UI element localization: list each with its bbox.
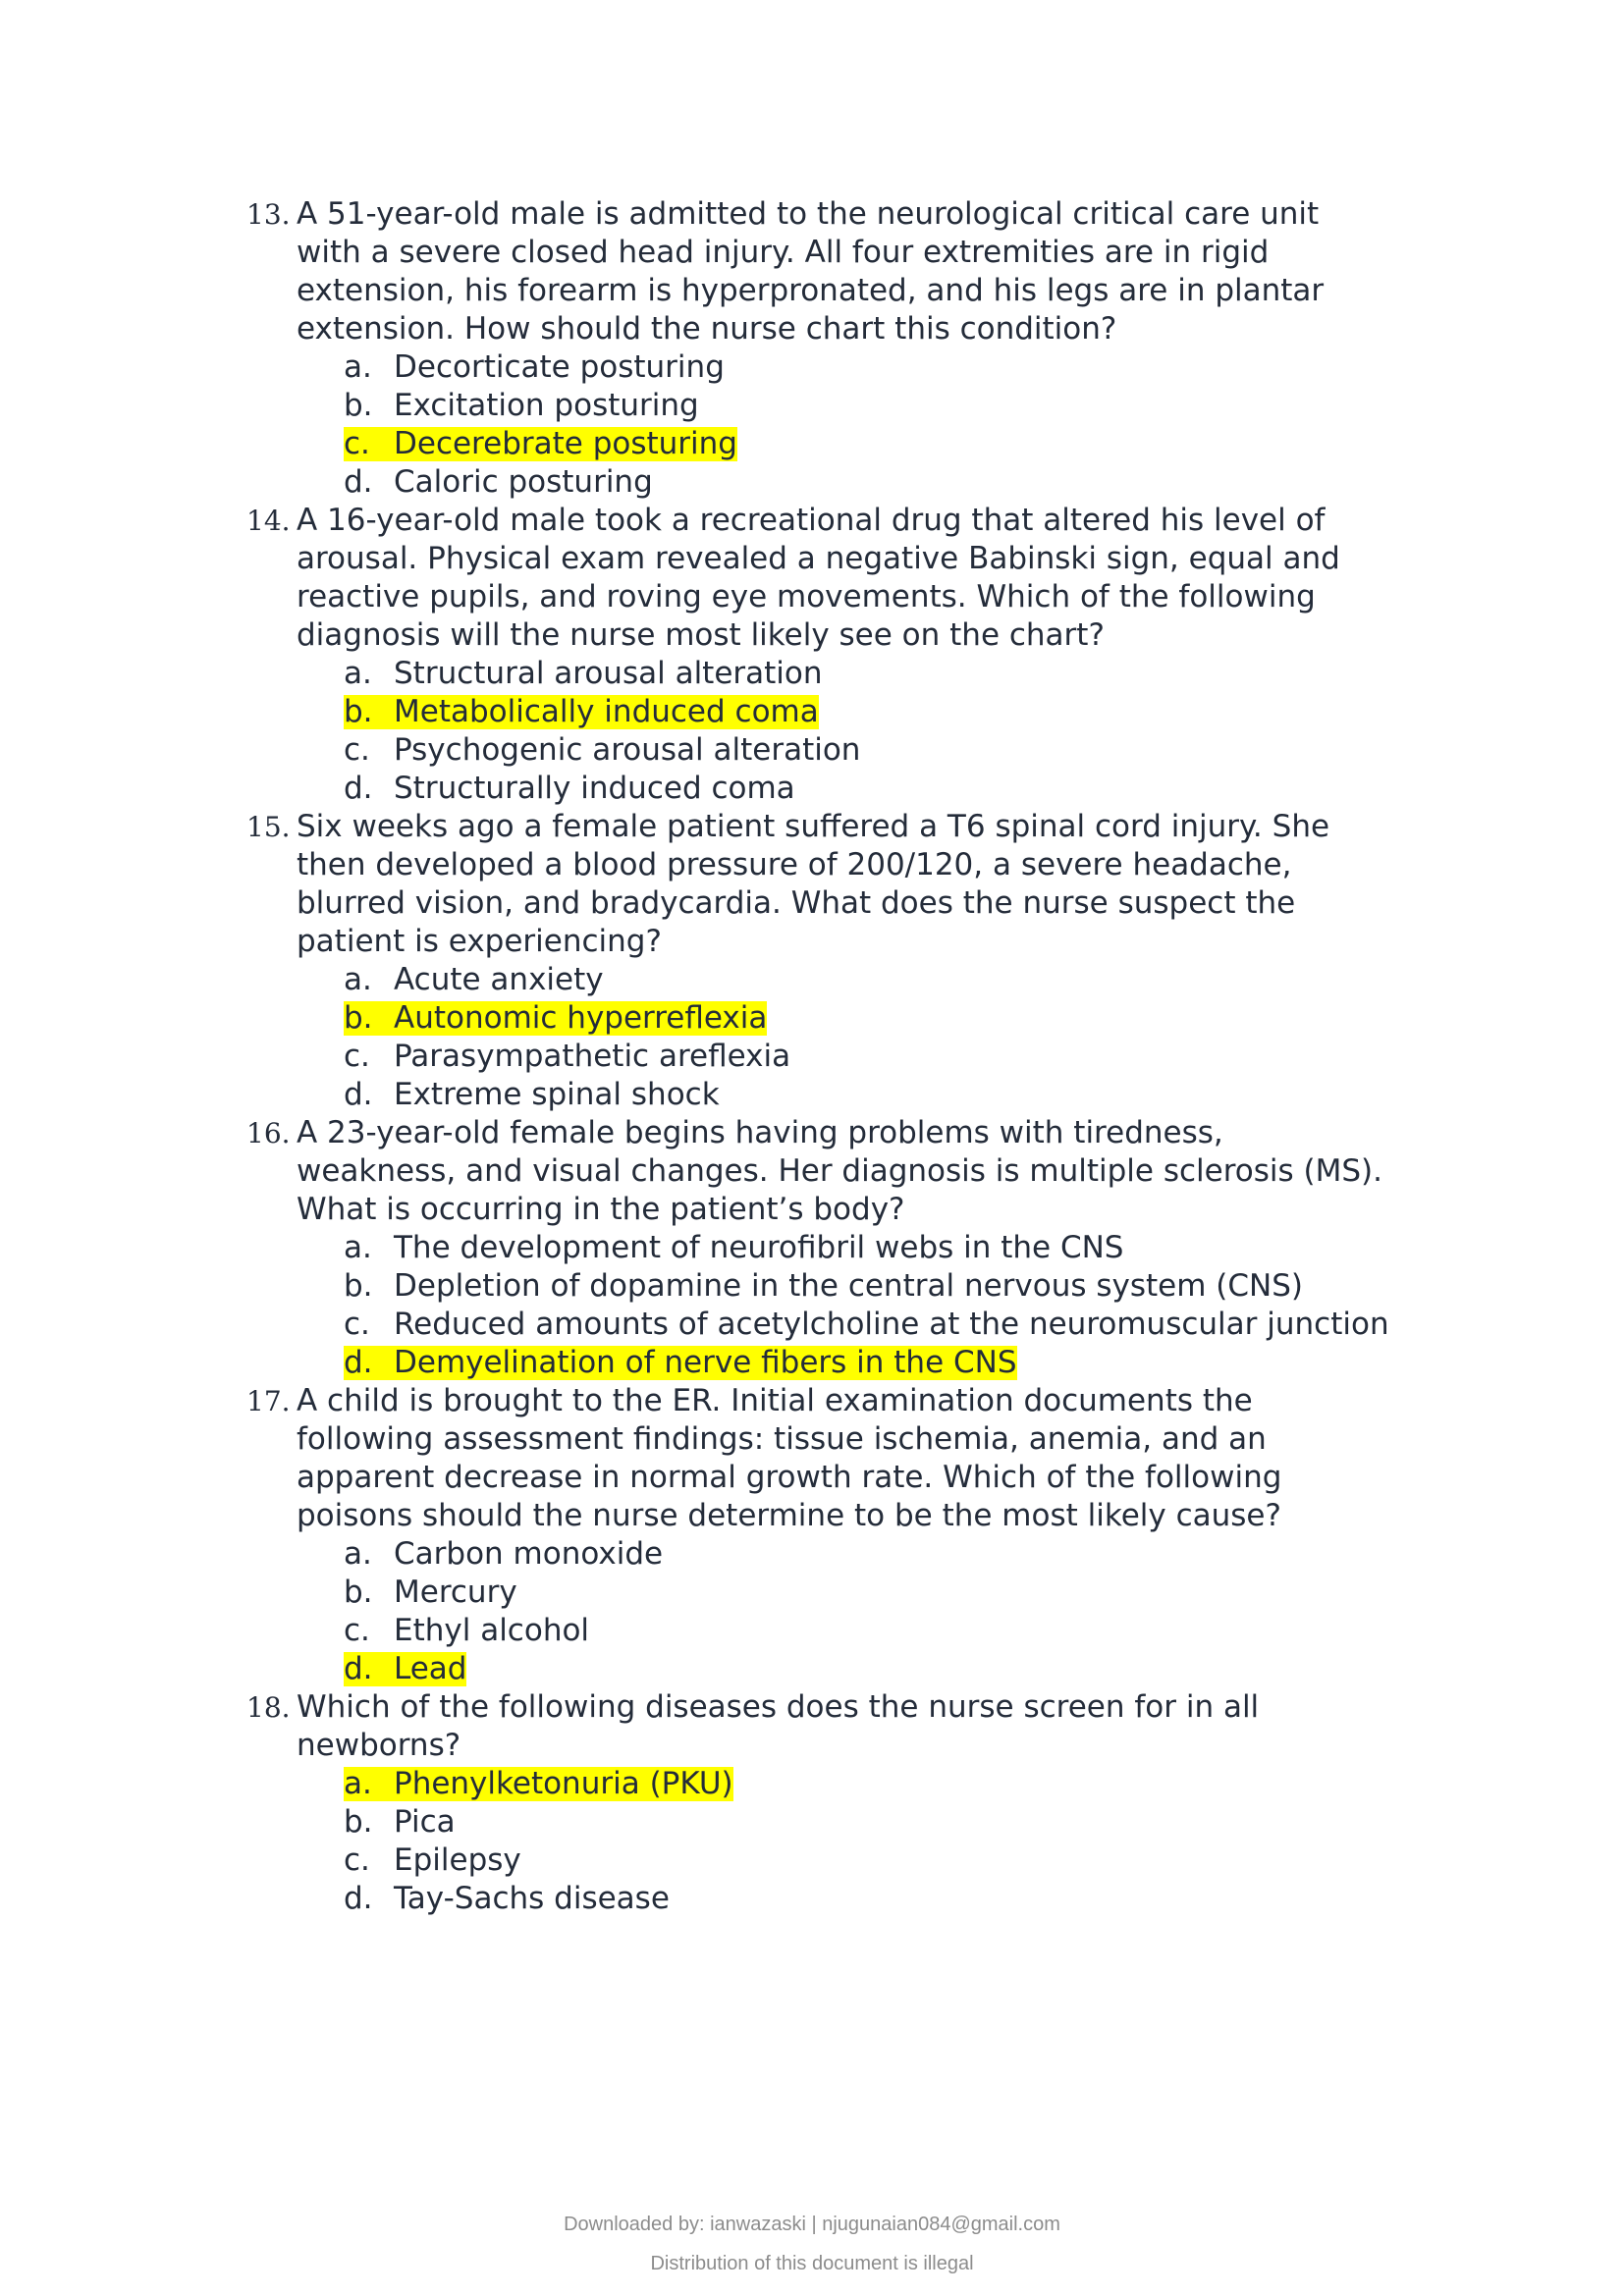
- answer-option: [344, 1306, 1523, 1344]
- answer-options: [297, 1229, 1523, 1382]
- option-letter: b.: [344, 1000, 373, 1036]
- option-letter: b.: [344, 1575, 373, 1610]
- answer-label: [344, 1078, 720, 1112]
- answer-label: [344, 1614, 589, 1648]
- option-letter: a.: [344, 1766, 372, 1801]
- option-text: Demyelination of nerve fibers in the CNS: [394, 1345, 1017, 1380]
- answer-option: [344, 348, 1523, 387]
- question-item: [246, 1382, 1523, 1688]
- answer-option: [344, 961, 1523, 999]
- answer-label: [344, 389, 699, 423]
- answer-option-correct: [344, 1344, 1523, 1382]
- option-text: Caloric posturing: [394, 464, 653, 500]
- answer-option: [344, 1535, 1523, 1574]
- option-text: Reduced amounts of acetylcholine at the neuromuscular junction: [394, 1307, 1389, 1342]
- option-text: Mercury: [394, 1575, 517, 1610]
- option-letter: b.: [344, 1268, 373, 1304]
- option-letter: d.: [344, 771, 373, 806]
- option-text: Structurally induced coma: [394, 771, 795, 806]
- option-letter: c.: [344, 1307, 370, 1342]
- question-item: [246, 1688, 1523, 1918]
- option-letter: d.: [344, 1077, 373, 1112]
- answer-label: [344, 733, 860, 768]
- option-text: Epilepsy: [394, 1842, 521, 1878]
- answer-label: [344, 1269, 1303, 1304]
- answer-option: [344, 770, 1523, 808]
- option-letter: a.: [344, 1230, 372, 1265]
- option-text: Phenylketonuria (PKU): [394, 1766, 733, 1801]
- question-text: Which of the following diseases does the nurse screen for in all newborns?: [297, 1689, 1260, 1763]
- option-text: Metabolically induced coma: [394, 694, 819, 729]
- option-text: Pica: [394, 1804, 456, 1840]
- answer-option: [344, 463, 1523, 502]
- option-text: Excitation posturing: [394, 388, 699, 423]
- option-text: Depletion of dopamine in the central nervous system (CNS): [394, 1268, 1304, 1304]
- option-text: The development of neurofibril webs in the CNS: [394, 1230, 1124, 1265]
- question-text: A 23-year-old female begins having problems with tiredness, weakness, and visual changes. Her diagnosis is multiple sclerosis (MS). What is occurring in the patient’s body?: [297, 1115, 1382, 1227]
- answer-label: [344, 465, 653, 500]
- option-text: Acute anxiety: [394, 962, 604, 997]
- option-letter: d.: [344, 1345, 373, 1380]
- answer-highlight: [344, 427, 737, 461]
- answer-label: [344, 772, 795, 806]
- answer-label: [344, 1231, 1124, 1265]
- distribution-notice: Distribution of this document is illegal: [650, 2253, 974, 2274]
- option-letter: b.: [344, 694, 373, 729]
- question-number: 17.: [246, 1385, 291, 1417]
- answer-option: [344, 1267, 1523, 1306]
- option-text: Psychogenic arousal alteration: [394, 732, 861, 768]
- option-letter: a.: [344, 962, 372, 997]
- option-text: Carbon monoxide: [394, 1536, 664, 1572]
- option-letter: d.: [344, 464, 373, 500]
- option-text: Decerebrate posturing: [394, 426, 737, 461]
- answer-option: [344, 1842, 1523, 1880]
- answer-option: [344, 1229, 1523, 1267]
- answer-options: [297, 1535, 1523, 1688]
- option-text: Lead: [394, 1651, 467, 1686]
- answer-option-correct: [344, 693, 1523, 731]
- option-letter: a.: [344, 656, 372, 691]
- option-letter: a.: [344, 349, 372, 385]
- answer-option: [344, 731, 1523, 770]
- question-number: 14.: [246, 505, 291, 537]
- option-letter: c.: [344, 1039, 370, 1074]
- option-letter: b.: [344, 1804, 373, 1840]
- answer-highlight: [344, 1767, 733, 1801]
- option-letter: d.: [344, 1651, 373, 1686]
- option-letter: d.: [344, 1881, 373, 1916]
- question-list: [246, 195, 1523, 1918]
- answer-label: [344, 1575, 517, 1610]
- option-text: Autonomic hyperreflexia: [394, 1000, 768, 1036]
- answer-option: [344, 1612, 1523, 1650]
- answer-option: [344, 1574, 1523, 1612]
- option-text: Tay-Sachs disease: [394, 1881, 670, 1916]
- answer-option: [344, 655, 1523, 693]
- answer-label: [344, 963, 604, 997]
- question-number: 16.: [246, 1117, 291, 1149]
- answer-label: [344, 1040, 790, 1074]
- option-letter: a.: [344, 1536, 372, 1572]
- answer-highlight: [344, 1001, 767, 1036]
- option-letter: c.: [344, 1842, 370, 1878]
- answer-option-correct: [344, 1650, 1523, 1688]
- answer-label: [344, 1805, 456, 1840]
- answer-highlight: [344, 695, 819, 729]
- answer-options: [297, 655, 1523, 808]
- answer-option-correct: [344, 999, 1523, 1038]
- answer-label: [344, 350, 725, 385]
- answer-label: [344, 1843, 521, 1878]
- answer-label: [344, 1308, 1389, 1342]
- option-letter: c.: [344, 732, 370, 768]
- question-text: Six weeks ago a female patient suffered a T6 spinal cord injury. She then developed a blood pressure of 200/120, a severe headache, blurred vision, and bradycardia. What does the nurse suspect the patient is experiencing?: [297, 809, 1330, 959]
- option-letter: b.: [344, 388, 373, 423]
- option-letter: c.: [344, 1613, 370, 1648]
- answer-options: [297, 348, 1523, 502]
- question-item: [246, 1114, 1523, 1382]
- option-text: Structural arousal alteration: [394, 656, 823, 691]
- answer-option: [344, 387, 1523, 425]
- answer-options: [297, 961, 1523, 1114]
- answer-option: [344, 1038, 1523, 1076]
- answer-label: [344, 657, 823, 691]
- question-item: [246, 195, 1523, 502]
- answer-option: [344, 1803, 1523, 1842]
- question-number: 18.: [246, 1691, 291, 1724]
- answer-options: [297, 1765, 1523, 1918]
- option-text: Extreme spinal shock: [394, 1077, 720, 1112]
- answer-option: [344, 1880, 1523, 1918]
- question-number: 15.: [246, 811, 291, 843]
- option-text: Parasympathetic areflexia: [394, 1039, 791, 1074]
- answer-label: [344, 1537, 663, 1572]
- question-text: A 16-year-old male took a recreational drug that altered his level of arousal. Physical exam revealed a negative Babinski sign, equal and reactive pupils, and roving eye movements. Which of the following diagnosis will the nurse most likely see on the chart?: [297, 503, 1340, 653]
- question-text: A child is brought to the ER. Initial examination documents the following assessment findings: tissue ischemia, anemia, and an apparent decrease in normal growth rate. Which of the following poisons should the nurse determine to be the most likely cause?: [297, 1383, 1282, 1533]
- question-item: [246, 502, 1523, 808]
- option-letter: c.: [344, 426, 370, 461]
- answer-option-correct: [344, 425, 1523, 463]
- question-number: 13.: [246, 198, 291, 231]
- answer-label: [344, 1882, 670, 1916]
- answer-option: [344, 1076, 1523, 1114]
- answer-option-correct: [344, 1765, 1523, 1803]
- answer-highlight: [344, 1346, 1017, 1380]
- option-text: Decorticate posturing: [394, 349, 725, 385]
- answer-highlight: [344, 1652, 466, 1686]
- question-item: [246, 808, 1523, 1114]
- question-text: A 51-year-old male is admitted to the neurological critical care unit with a severe closed head injury. All four extremities are in rigid extension, his forearm is hyperpronated, and his legs are in plantar extension. How should the nurse chart this condition?: [297, 196, 1325, 347]
- download-notice: Downloaded by: ianwazaski | njugunaian084@gmail.com: [564, 2214, 1060, 2235]
- option-text: Ethyl alcohol: [394, 1613, 590, 1648]
